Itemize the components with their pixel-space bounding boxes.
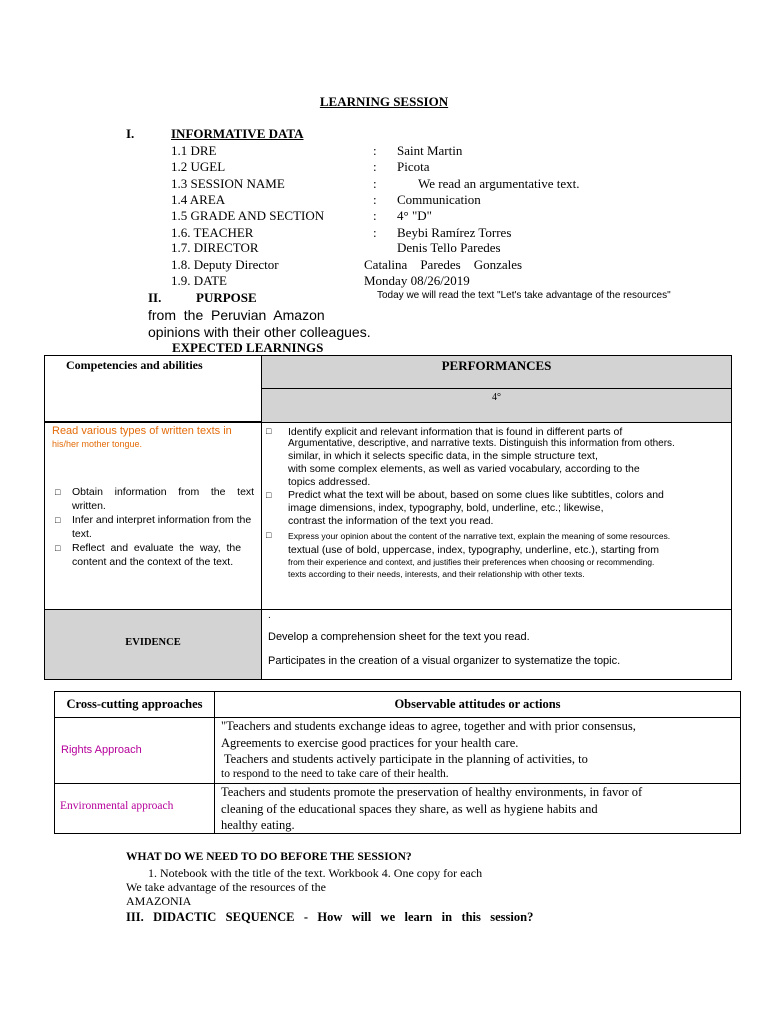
- info-value-dre: Saint Martin: [397, 143, 463, 158]
- section-1-heading: INFORMATIVE DATA: [171, 126, 304, 141]
- performance-line: image dimensions, index, typography, bold, underline, etc.; likewise,: [288, 502, 604, 514]
- before-session-line: We take advantage of the resources of the: [126, 880, 326, 894]
- info-label: 1.4 AREA: [171, 192, 226, 207]
- performance-line: from their experience and context, and justifies their preferences when choosing or recommending.: [288, 557, 655, 567]
- attitude-line: cleaning of the educational spaces they share, as well as hygiene habits and: [221, 802, 598, 816]
- info-colon: :: [373, 192, 377, 207]
- ability-line: Reflect and evaluate the way, the: [72, 542, 242, 554]
- section-3-heading: III. DIDACTIC SEQUENCE - How will we learn in this session?: [126, 910, 534, 924]
- evidence-label: EVIDENCE: [125, 637, 181, 648]
- checkbox-bullet-icon: □: [266, 426, 272, 436]
- purpose-line-2: opinions with their other colleagues.: [148, 324, 371, 340]
- performance-line: with some complex elements, as well as varied vocabulary, according to the: [288, 463, 640, 475]
- info-label: 1.9. DATE: [171, 273, 227, 288]
- performance-line: contrast the information of the text you read.: [288, 515, 494, 527]
- evidence-line: Develop a comprehension sheet for the text you read.: [268, 631, 530, 643]
- info-label: 1.1 DRE: [171, 143, 217, 158]
- performance-line: Argumentative, descriptive, and narrative texts. Distinguish this information from others.: [288, 438, 675, 449]
- info-label: 1.8. Deputy Director: [171, 257, 279, 272]
- competency-line: Read various types of written texts in: [52, 425, 232, 437]
- ability-line: Infer and interpret information from the: [72, 514, 252, 526]
- expected-learnings-heading: EXPECTED LEARNINGS: [172, 340, 324, 355]
- performance-line: topics addressed.: [288, 476, 371, 488]
- evidence-content-cell: [261, 609, 732, 680]
- purpose-line-1: from the Peruvian Amazon: [148, 307, 325, 323]
- checkbox-bullet-icon: □: [266, 530, 272, 540]
- info-value-session-name: We read an argumentative text.: [418, 176, 580, 191]
- info-label: 1.6. TEACHER: [171, 225, 254, 240]
- competencies-header: Competencies and abilities: [66, 358, 203, 372]
- checkbox-bullet-icon: □: [55, 487, 61, 497]
- before-session-heading: WHAT DO WE NEED TO DO BEFORE THE SESSION?: [126, 851, 412, 863]
- approaches-header: Cross-cutting approaches: [66, 697, 203, 711]
- checkbox-bullet-icon: □: [55, 515, 61, 525]
- info-colon: :: [373, 176, 377, 191]
- ability-line: content and the context of the text.: [72, 556, 234, 568]
- info-value-deputy-director: Catalina Paredes Gonzales: [364, 257, 523, 272]
- info-value-area: Communication: [397, 192, 481, 207]
- evidence-dot: .: [268, 610, 271, 621]
- checkbox-bullet-icon: □: [266, 490, 272, 500]
- purpose-text: Today we will read the text "Let's take advantage of the resources": [377, 290, 671, 301]
- info-value-date: Monday 08/26/2019: [364, 273, 470, 288]
- approach-label-environmental: Environmental approach: [60, 800, 174, 812]
- info-colon: :: [373, 143, 377, 158]
- section-2-number: II.: [148, 290, 162, 305]
- performance-line: Identify explicit and relevant information that is found in different parts of: [288, 426, 623, 438]
- before-session-line: AMAZONIA: [126, 894, 192, 908]
- competency-line: his/her mother tongue.: [52, 439, 143, 449]
- performance-line: texts according to their needs, interests, and their relationship with other texts.: [288, 569, 585, 579]
- info-colon: :: [373, 208, 377, 223]
- info-colon: :: [373, 159, 377, 174]
- info-colon: :: [373, 225, 377, 240]
- section-1-number: I.: [126, 126, 135, 141]
- info-value-director: Denis Tello Paredes: [397, 240, 501, 255]
- checkbox-bullet-icon: □: [55, 543, 61, 553]
- attitudes-header: Observable attitudes or actions: [394, 697, 561, 711]
- info-label: 1.2 UGEL: [171, 159, 226, 174]
- approach-label-rights: Rights Approach: [61, 744, 142, 756]
- ability-line: Obtain information from the text: [72, 486, 255, 498]
- evidence-line: Participates in the creation of a visual organizer to systematize the topic.: [268, 655, 621, 667]
- page-title: LEARNING SESSION: [319, 94, 449, 109]
- info-value-ugel: Picota: [397, 159, 430, 174]
- before-session-item: 1. Notebook with the title of the text. Workbook 4. One copy for each: [148, 866, 483, 880]
- info-label: 1.5 GRADE AND SECTION: [171, 208, 325, 223]
- info-value-teacher: Beybi Ramírez Torres: [397, 225, 512, 240]
- performance-line: similar, in which it selects specific data, in the simple structure text,: [288, 450, 598, 462]
- performance-line: Express your opinion about the content of the narrative text, explain the meaning of some resources.: [288, 531, 671, 541]
- section-2-heading: PURPOSE: [196, 290, 257, 305]
- attitude-line: Agreements to exercise good practices for your health care.: [221, 736, 519, 750]
- performance-line: Predict what the text will be about, based on some clues like subtitles, colors and: [288, 489, 664, 501]
- ability-line: written.: [72, 500, 106, 512]
- ability-line: text.: [72, 528, 92, 540]
- performances-header: PERFORMANCES: [441, 358, 552, 373]
- attitude-line: "Teachers and students exchange ideas to agree, together and with prior consensus,: [221, 719, 636, 733]
- attitude-line: Teachers and students actively participate in the planning of activities, to: [221, 752, 588, 766]
- info-label: 1.3 SESSION NAME: [171, 176, 285, 191]
- attitude-line: to respond to the need to take care of their health.: [221, 768, 449, 780]
- grade-label: 4°: [492, 392, 501, 403]
- performance-line: textual (use of bold, uppercase, index, typography, underline, etc.), starting from: [288, 544, 660, 556]
- attitude-line: Teachers and students promote the preservation of healthy environments, in favor of: [221, 785, 643, 799]
- attitude-line: healthy eating.: [221, 818, 295, 832]
- info-label: 1.7. DIRECTOR: [171, 240, 259, 255]
- info-value-grade: 4° "D": [397, 208, 432, 223]
